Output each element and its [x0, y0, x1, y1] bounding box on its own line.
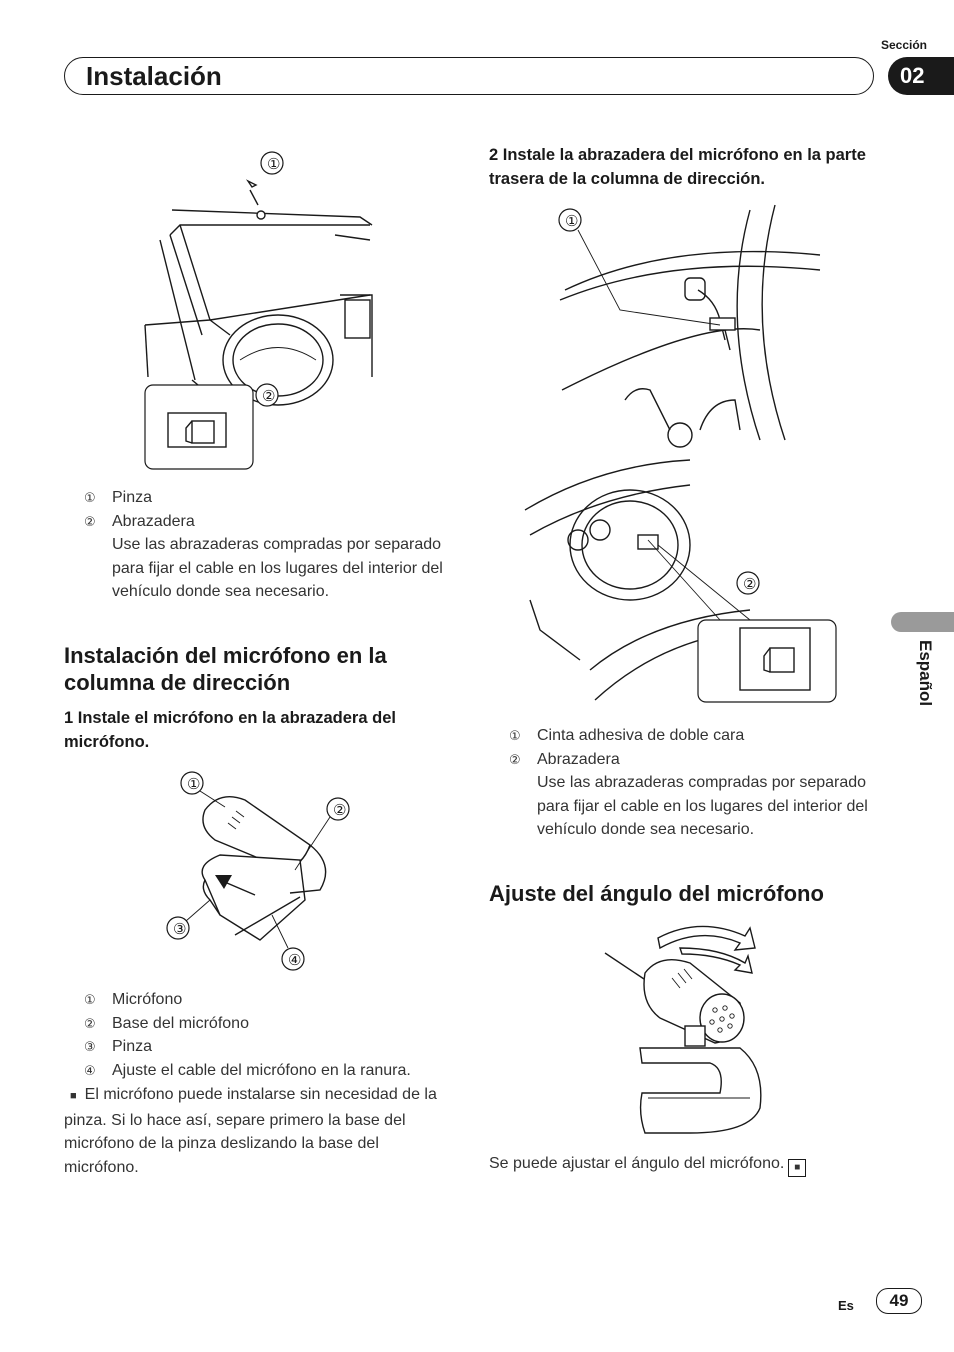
language-tab — [891, 612, 954, 632]
end-mark-icon: ■ — [788, 1159, 806, 1177]
list-item: ② Base del micrófono — [84, 1014, 249, 1032]
fig3-marker-2: ② — [743, 575, 757, 593]
list-item: ② Abrazadera — [84, 512, 195, 530]
list-item: ④ Ajuste el cable del micrófono en la ranura. — [84, 1061, 411, 1079]
page-title: Instalación — [86, 61, 222, 91]
list-item: ② Abrazadera — [509, 750, 620, 768]
fig2-legend — [84, 988, 464, 1082]
fig3-legend — [509, 724, 884, 842]
fig1-marker-2: ② — [262, 387, 276, 405]
list-item: ① Pinza — [84, 489, 153, 506]
list-item: ① Micrófono — [84, 991, 183, 1008]
fig2-marker-2: ② — [333, 801, 347, 819]
page-number: 49 — [876, 1288, 922, 1314]
step-1: 1 Instale el micrófono en la abrazadera del micrófono. — [64, 709, 396, 751]
figure-windshield-clamp — [140, 145, 380, 475]
fig3-marker-1: ① — [565, 212, 579, 230]
figure-mic-angle — [600, 918, 770, 1138]
angle-caption: Se puede ajustar el ángulo del micrófono. ■ — [489, 1152, 889, 1177]
footer-language: Es — [838, 1298, 854, 1313]
fig1-marker-1: ① — [267, 155, 281, 173]
section-mic-heading-block — [64, 642, 464, 696]
fig2-marker-3: ③ — [173, 920, 187, 938]
list-item: ① Cinta adhesiva de doble cara — [509, 727, 745, 744]
list-item: ③ Pinza — [84, 1038, 153, 1055]
fig3-note: Use las abrazaderas compradas por separado para fijar el cable en los lugares del interior del vehículo donde sea necesario. — [537, 774, 868, 838]
figure-steering-column — [520, 200, 845, 705]
note-bullet-icon: ■ — [70, 1090, 77, 1102]
figure-mic-clamp — [160, 765, 360, 980]
step-2: 2 Instale la abrazadera del micrófono en la parte trasera de la columna de dirección. — [489, 146, 866, 188]
fig1-note: Use las abrazaderas compradas por separado para fijar el cable en los lugares del interior del vehículo donde sea necesario. — [112, 536, 443, 600]
section-angle-heading-block — [489, 880, 889, 907]
section-number-badge: 02 — [888, 57, 954, 95]
section-heading: Instalación del micrófono en la columna de dirección — [64, 643, 387, 695]
section-label: Sección — [880, 38, 927, 52]
mic-note: ■ El micrófono puede instalarse sin necesidad de la pinza. Si lo hace así, separe primero la base del micrófono de la pinza deslizando la base del micrófono. — [64, 1086, 437, 1176]
section-heading: Ajuste del ángulo del micrófono — [489, 881, 824, 906]
fig2-marker-4: ④ — [288, 951, 302, 969]
fig2-marker-1: ① — [187, 775, 201, 793]
language-tab-label: Español — [916, 640, 935, 707]
fig1-legend — [84, 486, 459, 604]
